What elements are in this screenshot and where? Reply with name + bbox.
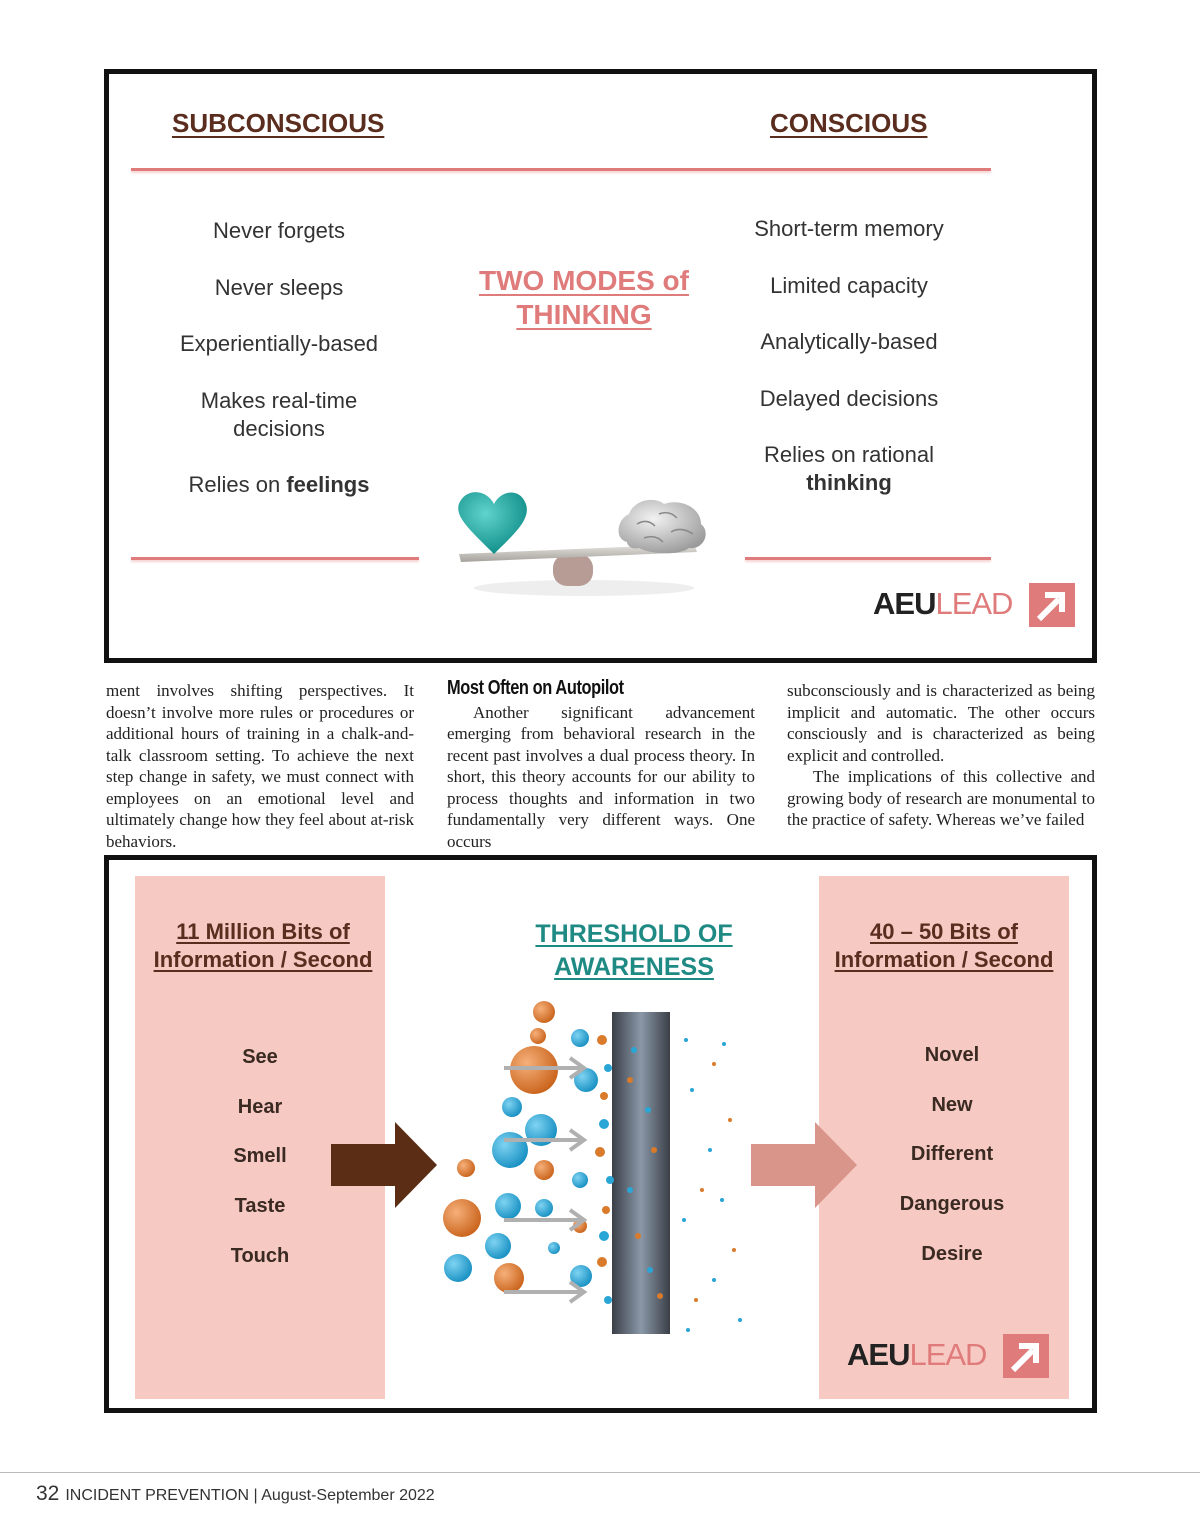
list-item: decisions — [233, 416, 325, 441]
subconscious-heading: SUBCONSCIOUS — [172, 108, 385, 138]
arrow-logo-icon — [1003, 1334, 1049, 1378]
article-column-3 — [787, 680, 1095, 831]
list-item — [129, 471, 429, 499]
aeu-lead-logo — [847, 1337, 986, 1373]
list-item: Desire — [921, 1243, 983, 1265]
fifty-bits-heading — [814, 918, 1074, 974]
title-line: AWARENESS — [554, 953, 714, 981]
two-modes-title — [459, 264, 709, 332]
list-item: Short-term memory — [754, 216, 944, 241]
threshold-figure — [104, 855, 1097, 1413]
paragraph: ment involves shifting perspectives. It doesn’t involve more rules or procedures or additional hours of training in a chalk-and-talk classroom setting. To achieve the next step change in safety, we must connect with employees on an emotional level and ultimately change how they feel about at-risk behaviors. — [106, 681, 414, 851]
list-item: Smell — [233, 1145, 287, 1167]
feelings-prefix: Relies on — [188, 472, 287, 497]
list-item: Never sleeps — [214, 275, 344, 300]
footer-divider — [0, 1472, 1200, 1473]
feelings-word: feelings — [286, 472, 370, 497]
brain-icon — [619, 500, 706, 553]
heading-line: 11 Million Bits of — [176, 919, 350, 944]
list-item: Analytically-based — [760, 329, 938, 354]
list-item: Experientially-based — [179, 331, 379, 356]
logo-light: LEAD — [935, 586, 1013, 621]
list-item: Never forgets — [212, 218, 346, 243]
list-item: Makes real-time — [200, 388, 358, 413]
conscious-heading: CONSCIOUS — [770, 108, 928, 138]
threshold-title — [509, 918, 759, 984]
list-item: Touch — [230, 1245, 290, 1267]
section-heading: Most Often on Autopilot — [447, 677, 624, 699]
page-number: 32 — [36, 1482, 60, 1505]
paragraph: Another significant advancement emerging from behavioral research in the recent past involves a dual process theory. In short, this theory accounts for our ability to process thoughts and information in two fundamentally very different ways. One occurs — [447, 702, 755, 851]
two-modes-figure — [104, 69, 1097, 663]
aeu-lead-logo — [873, 586, 1012, 622]
list-item: Novel — [924, 1044, 980, 1066]
title-line: THINKING — [516, 299, 652, 330]
list-item: Different — [910, 1143, 994, 1165]
list-item: Taste — [234, 1195, 286, 1217]
bottom-right-divider — [745, 557, 991, 560]
list-item: Hear — [237, 1096, 283, 1118]
paragraph: subconsciously and is characterized as being implicit and automatic. The other occurs consciously and is characterized as being explicit and controlled. — [787, 681, 1095, 765]
publication-info: INCIDENT PREVENTION | August-September 2022 — [65, 1487, 435, 1504]
title-line: TWO MODES of — [479, 265, 689, 296]
logo-light: LEAD — [909, 1337, 987, 1372]
logo-bold: AEU — [873, 586, 936, 621]
heart-icon — [458, 492, 527, 554]
million-bits-heading — [135, 918, 391, 974]
heart-brain-balance-icon — [449, 484, 719, 599]
heading-line: 40 – 50 Bits of — [870, 919, 1018, 944]
list-item: Delayed decisions — [759, 386, 939, 411]
logo-bold: AEU — [847, 1337, 910, 1372]
top-divider — [131, 168, 991, 171]
title-line: THRESHOLD OF — [535, 920, 733, 948]
list-item: Limited capacity — [770, 273, 928, 298]
information-filter-icon — [434, 1000, 754, 1345]
article-column-2 — [447, 678, 755, 852]
list-item: New — [931, 1094, 973, 1116]
dark-arrow-icon — [327, 1122, 439, 1208]
page-footer — [36, 1482, 435, 1506]
list-item: Dangerous — [899, 1193, 1005, 1215]
article-column-1 — [106, 680, 414, 852]
list-item: See — [242, 1046, 278, 1068]
list-item: thinking — [806, 470, 892, 495]
heading-line: Information / Second — [153, 947, 373, 972]
paragraph: The implications of this collective and growing body of research are monumental to the practice of safety. Whereas we’ve failed — [787, 767, 1095, 829]
list-item: Relies on rational — [764, 442, 934, 467]
arrow-logo-icon — [1029, 583, 1075, 627]
bottom-left-divider — [131, 557, 419, 560]
heading-line: Information / Second — [834, 947, 1054, 972]
light-arrow-icon — [749, 1122, 861, 1208]
